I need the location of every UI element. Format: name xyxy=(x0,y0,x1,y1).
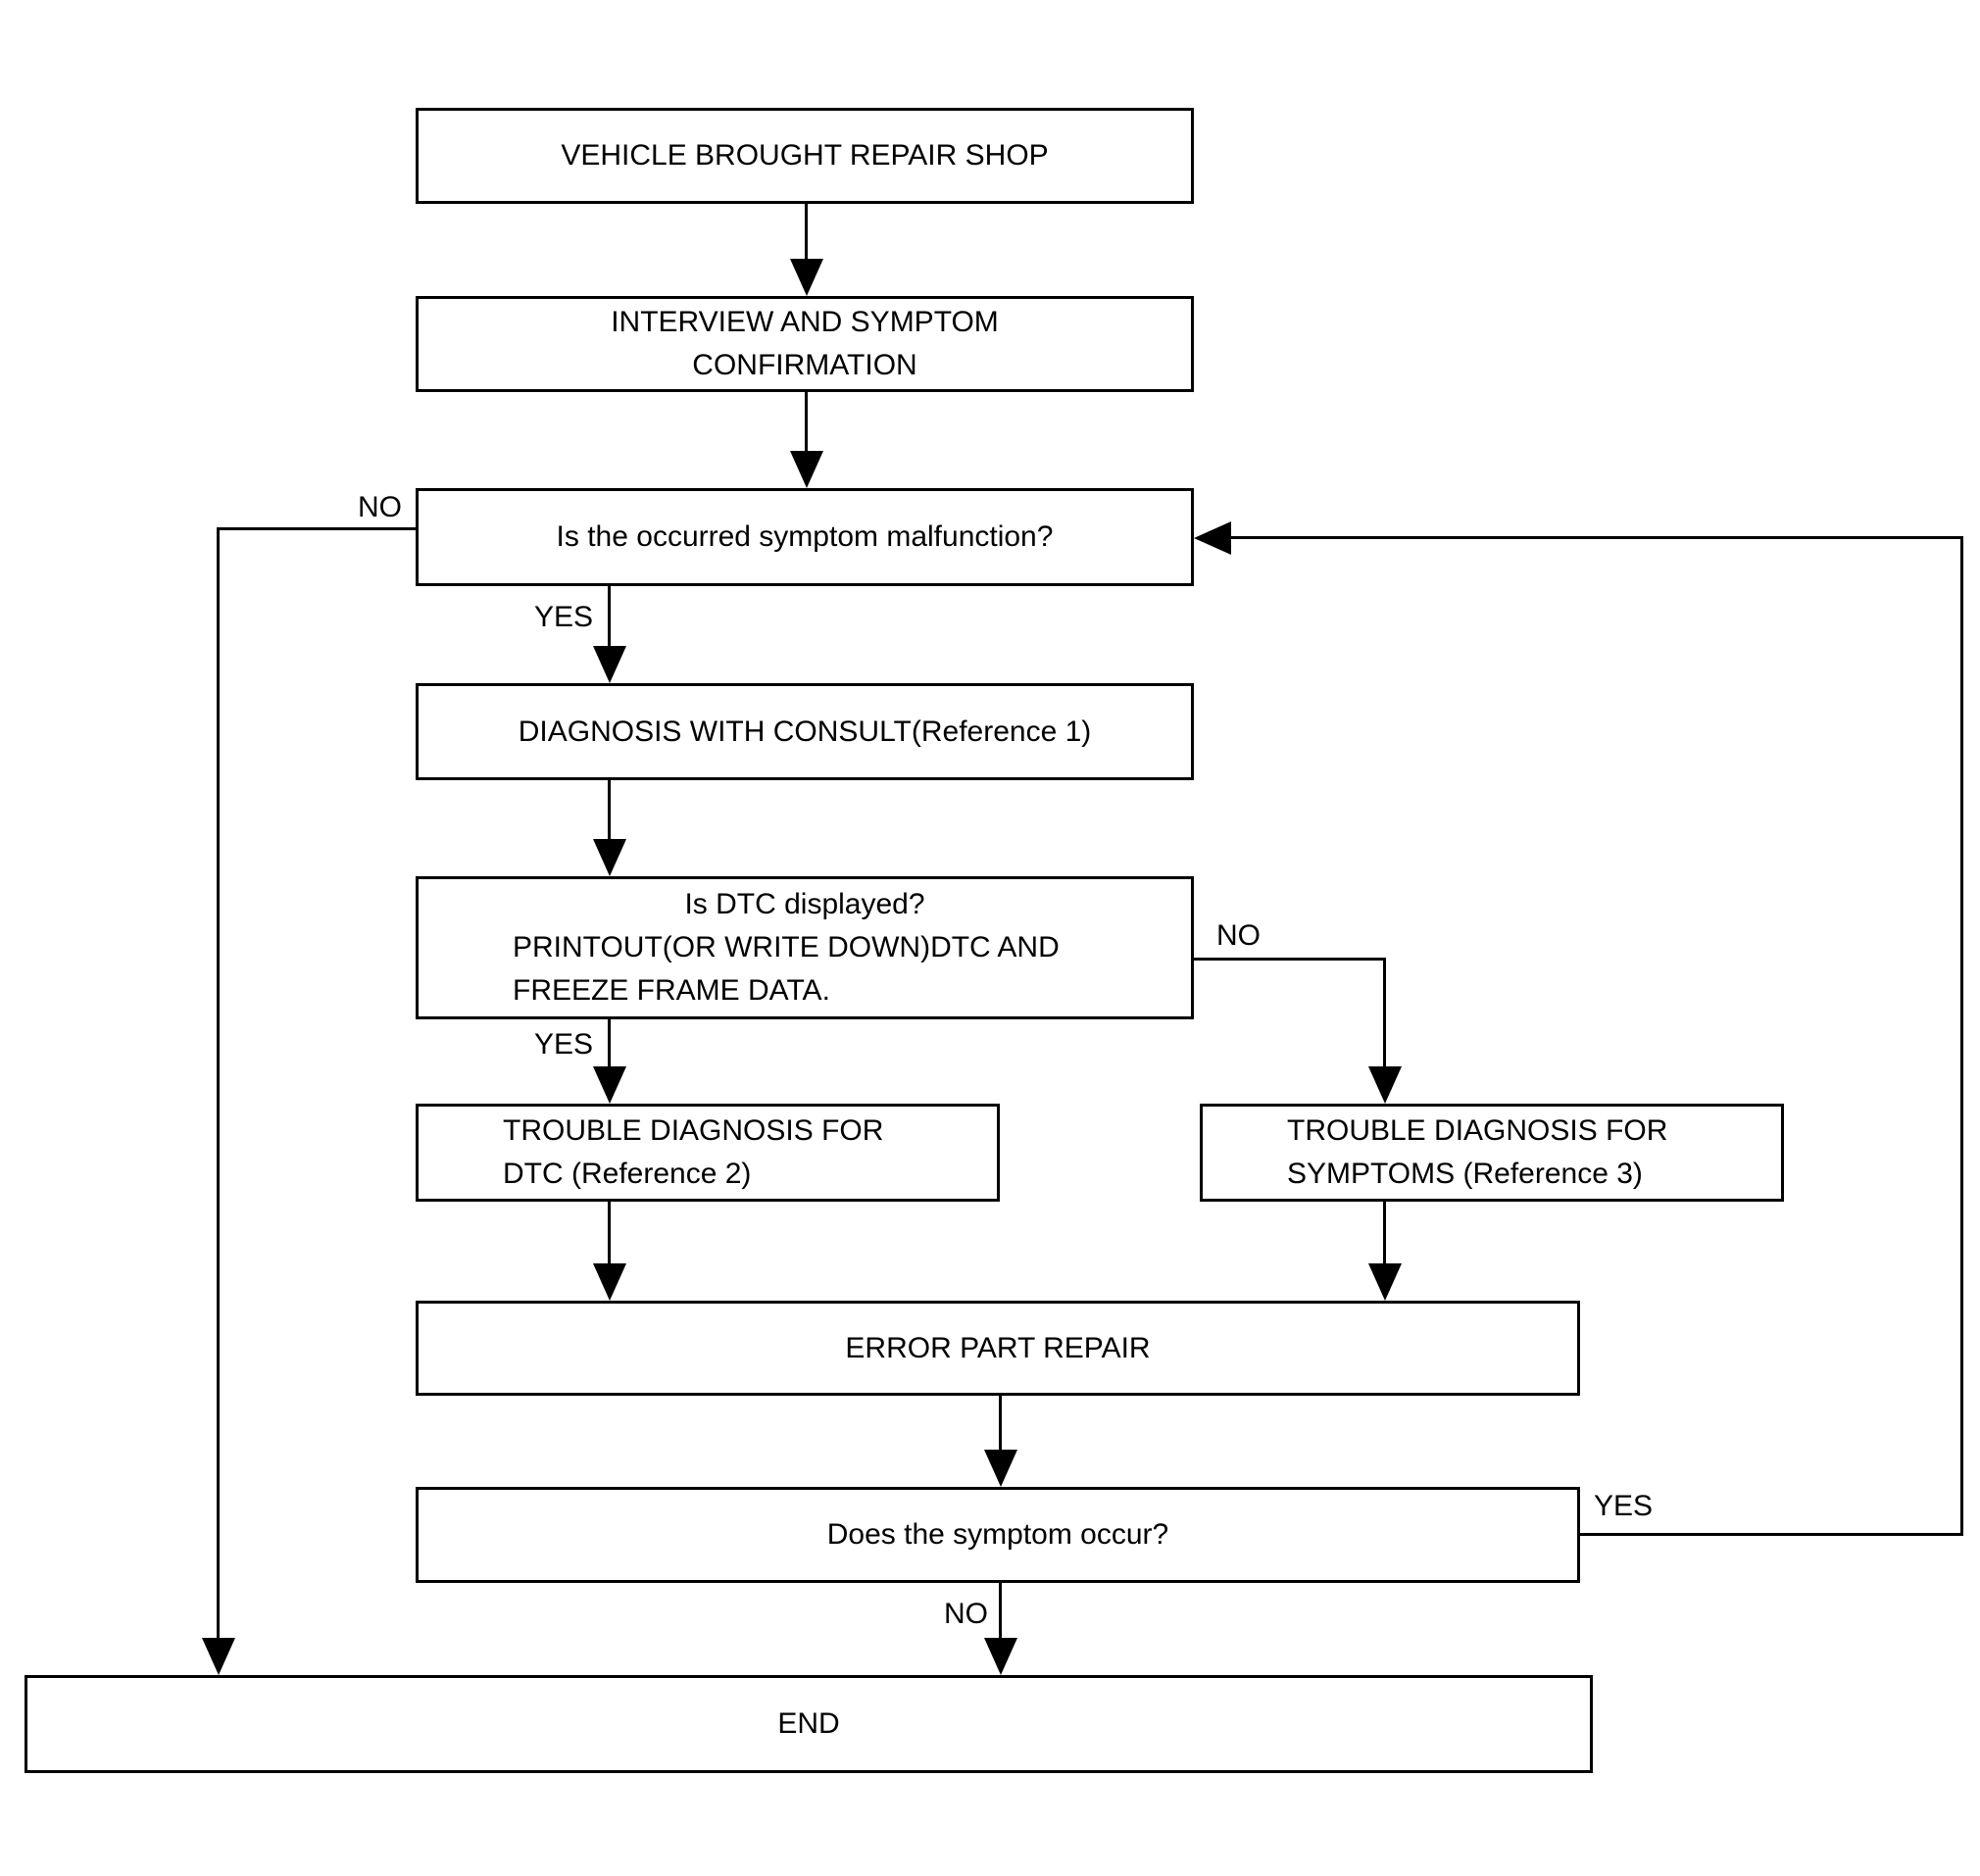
node-vehicle-label: VEHICLE BROUGHT REPAIR SHOP xyxy=(561,139,1049,172)
node-interview-symptom-confirmation xyxy=(416,296,1194,392)
connector-consult-to-dtc xyxy=(608,778,611,841)
node-trouble-dtc-label-line1: TROUBLE DIAGNOSIS FOR xyxy=(503,1114,884,1147)
arrowhead-malfunction-yes-to-consult xyxy=(593,646,626,683)
node-vehicle-brought-repair-shop xyxy=(416,108,1194,204)
edge-label-dtc-no: NO xyxy=(1216,919,1261,952)
arrowhead-dtc-no-to-trouble-symptoms xyxy=(1368,1066,1402,1104)
arrowhead-occur-yes-to-malfunction xyxy=(1194,521,1231,555)
arrowhead-error-repair-to-occur xyxy=(984,1450,1017,1487)
edge-label-dtc-yes: YES xyxy=(533,1028,593,1061)
connector-dtc-no-vertical xyxy=(1383,958,1386,1068)
node-trouble-dtc-label-line2: DTC (Reference 2) xyxy=(503,1158,752,1190)
node-trouble-symptoms-label-line2: SYMPTOMS (Reference 3) xyxy=(1287,1158,1643,1190)
connector-interview-to-malfunction xyxy=(805,390,808,453)
node-error-repair-label: ERROR PART REPAIR xyxy=(845,1331,1151,1364)
connector-occur-no-to-end xyxy=(999,1581,1002,1640)
node-dtc-label-line2: PRINTOUT(OR WRITE DOWN)DTC AND xyxy=(513,931,1060,963)
connector-dtc-yes-to-trouble-dtc xyxy=(608,1017,611,1068)
connector-error-repair-to-occur xyxy=(999,1394,1002,1452)
node-trouble-symptoms-label-line1: TROUBLE DIAGNOSIS FOR xyxy=(1287,1114,1668,1147)
edge-label-malfunction-no: NO xyxy=(358,491,402,523)
node-trouble-diagnosis-symptoms xyxy=(1200,1104,1784,1202)
node-dtc-displayed-question xyxy=(416,876,1194,1019)
arrowhead-trouble-symptoms-to-error-repair xyxy=(1368,1263,1402,1301)
connector-malfunction-no-horizontal xyxy=(217,527,419,530)
connector-malfunction-yes-to-consult xyxy=(608,584,611,649)
node-interview-label-line2: CONFIRMATION xyxy=(692,349,917,381)
connector-occur-yes-horizontal-bottom xyxy=(1577,1533,1963,1536)
connector-trouble-dtc-to-error-repair xyxy=(608,1200,611,1265)
arrowhead-dtc-yes-to-trouble-dtc xyxy=(593,1066,626,1104)
connector-occur-yes-horizontal-top xyxy=(1227,536,1963,539)
node-interview-label-line1: INTERVIEW AND SYMPTOM xyxy=(611,306,999,338)
edge-label-occur-yes: YES xyxy=(1594,1490,1654,1522)
arrowhead-vehicle-to-interview xyxy=(790,259,823,296)
arrowhead-trouble-dtc-to-error-repair xyxy=(593,1263,626,1301)
node-dtc-label-line1: Is DTC displayed? xyxy=(684,888,925,920)
node-error-part-repair xyxy=(416,1301,1580,1396)
node-end-label: END xyxy=(777,1707,840,1740)
connector-vehicle-to-interview xyxy=(805,202,808,263)
edge-label-occur-no: NO xyxy=(944,1598,988,1630)
node-symptom-occur-label: Does the symptom occur? xyxy=(826,1518,1169,1551)
node-end xyxy=(25,1675,1593,1773)
connector-occur-yes-vertical-right xyxy=(1960,536,1963,1536)
node-diagnosis-with-consult xyxy=(416,683,1194,780)
node-dtc-label-line3: FREEZE FRAME DATA. xyxy=(513,974,830,1007)
arrowhead-interview-to-malfunction xyxy=(790,451,823,488)
arrowhead-consult-to-dtc xyxy=(593,839,626,876)
node-trouble-diagnosis-dtc xyxy=(416,1104,1000,1202)
arrowhead-malfunction-no-to-end xyxy=(202,1638,235,1675)
connector-trouble-symptoms-to-error-repair xyxy=(1383,1200,1386,1265)
node-symptom-occur-question xyxy=(416,1487,1580,1583)
arrowhead-occur-no-to-end xyxy=(984,1638,1017,1675)
node-symptom-malfunction-label: Is the occurred symptom malfunction? xyxy=(556,520,1054,553)
connector-dtc-no-horizontal xyxy=(1191,958,1386,961)
edge-label-malfunction-yes: YES xyxy=(533,601,593,633)
node-diagnosis-consult-label: DIAGNOSIS WITH CONSULT(Reference 1) xyxy=(518,715,1092,748)
node-symptom-malfunction-question xyxy=(416,488,1194,586)
connector-malfunction-no-vertical xyxy=(217,527,220,1640)
